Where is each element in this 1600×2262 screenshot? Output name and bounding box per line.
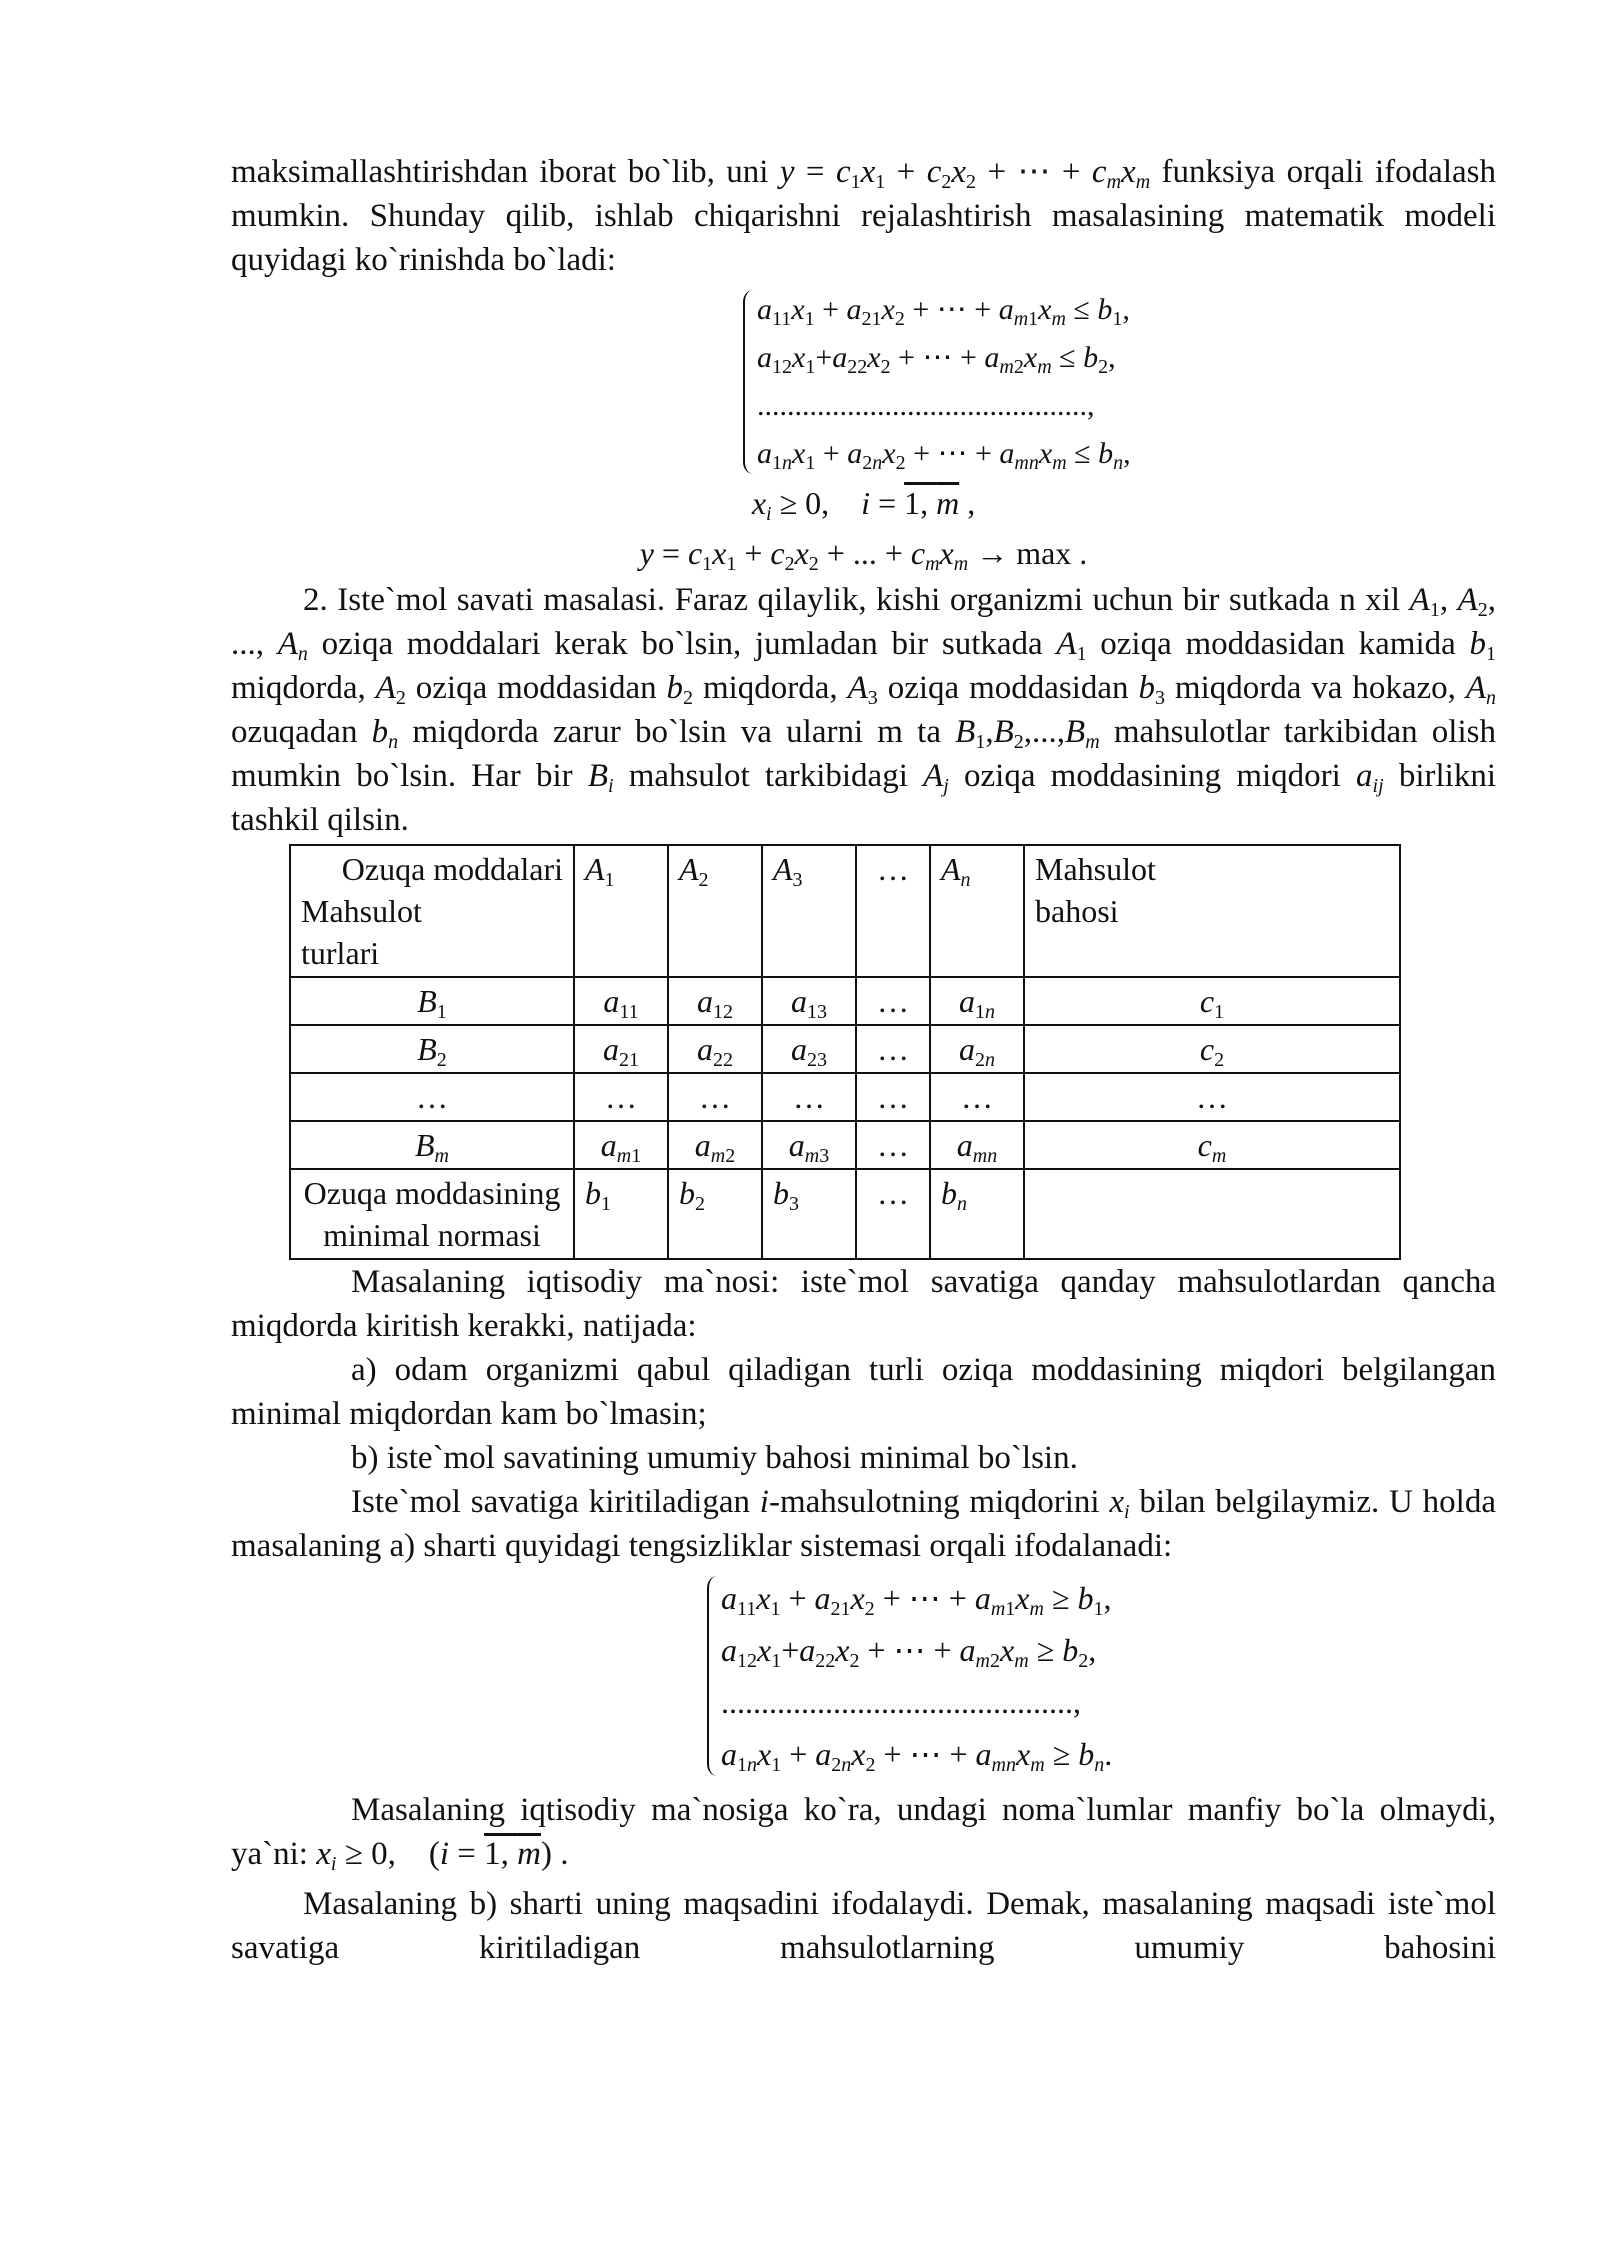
- table-cell: $B_2$: [290, 1025, 574, 1073]
- table-header-cell: $A_3$: [762, 845, 856, 977]
- table-cell: …: [856, 1073, 930, 1121]
- table-cell: $c_1$: [1024, 977, 1400, 1025]
- table-cell: $a_{12}$: [668, 977, 762, 1025]
- formula-dots: ............................................,: [721, 1684, 1081, 1720]
- table-row: [290, 1025, 1400, 1073]
- text: oziqa moddasidan: [405, 670, 667, 706]
- table-cell: $B_1$: [290, 977, 574, 1025]
- list-item-a: a) odam organizmi qabul qiladigan turli oziqa moddasining miqdori belgilangan minimal miqdordan kam bo`lmasin;: [231, 1352, 1496, 1432]
- table-cell: $B_m$: [290, 1121, 574, 1169]
- table-cell: [1024, 1169, 1400, 1259]
- table-cell: …: [290, 1073, 574, 1121]
- text: Masalaning iqtisodiy ma`nosiga ko`ra, undagi noma`lumlar manfiy bo`la olmaydi, ya`ni:: [231, 1792, 1496, 1872]
- table-cell: $a_{21}$: [574, 1025, 668, 1073]
- constraint-system-2: [707, 1572, 1496, 1780]
- text: maksimallashtirishdan iborat bo`lib, uni: [231, 154, 780, 190]
- formula-row: $a_{12}x_1+a_{22}x_2$ + ⋯ + $a_{m2}x_m \le b_2$,: [757, 341, 1116, 378]
- table-cell: [290, 1169, 574, 1259]
- formula-dots: ............................................,: [757, 389, 1095, 422]
- table-cell: $b_3$: [762, 1169, 856, 1259]
- paragraph-variables: Iste`mol savatiga kiritiladigan i-mahsulotning miqdorini $x_i$ bilan belgilaymiz. U holda masalaning a) sharti quyidagi tengsizliklar sistemasi orqali ifodalanadi:: [231, 1484, 1496, 1564]
- table-cell: $a_{23}$: [762, 1025, 856, 1073]
- text: mahsulot tarkibidagi: [613, 758, 924, 794]
- row-label: Ozuqa moddasining: [303, 1175, 561, 1211]
- table-cell: $a_{m1}$: [574, 1121, 668, 1169]
- table-cell: $a_{1n}$: [930, 977, 1024, 1025]
- text: oziqa moddalari kerak bo`lsin, jumladan bir sutkada: [307, 626, 1057, 662]
- table-cell: $b_1$: [574, 1169, 668, 1259]
- table-cell: $a_{11}$: [574, 977, 668, 1025]
- text: funksiya orqali ifodalash mumkin. Shunday qilib, ishlab chiqarishni rejalashtirish masalasining matematik modeli quyidagi ko`rinishda bo`ladi:: [231, 154, 1496, 278]
- constraint-system-1: [743, 286, 1496, 478]
- formula-row: $a_{11}x_1 + a_{21}x_2$ + ⋯ + $a_{m1}x_m \ge b_1$,: [721, 1580, 1112, 1620]
- text: miqdorda,: [693, 670, 848, 706]
- table-cell: $b_n$: [930, 1169, 1024, 1259]
- table-cell: $c_m$: [1024, 1121, 1400, 1169]
- paragraph-intro: maksimallashtirishdan iborat bo`lib, uni $y = c_1x_1 + c_2x_2$ + ⋯ + $c_mx_m$ funksiya orqali ifodalash mumkin. Shunday qilib, ishlab chiqarishni rejalashtirish masalasining matematik modeli quyidagi ko`rinishda bo`ladi:: [231, 154, 1496, 278]
- paragraph-meaning: Masalaning iqtisodiy ma`nosi: iste`mol savatiga qanday mahsulotlardan qancha miqdorda kiritish kerakki, natijada:: [231, 1264, 1496, 1344]
- nutrient-table: [289, 844, 1401, 1260]
- header-label: bahosi: [1035, 893, 1119, 929]
- table-cell: $a_{mn}$: [930, 1121, 1024, 1169]
- table-cell: $a_{2n}$: [930, 1025, 1024, 1073]
- text: miqdorda zarur bo`lsin va ularni m ta: [398, 714, 956, 750]
- table-cell: …: [930, 1073, 1024, 1121]
- table-cell: …: [856, 1025, 930, 1073]
- text: oziqa moddasidan: [877, 670, 1139, 706]
- left-brace: [743, 290, 757, 474]
- objective-function: $y = c_1x_1 + c_2x_2$ + ... + $c_mx_m \to \max$ .: [639, 535, 1088, 575]
- table-header-cell: [1024, 845, 1400, 977]
- table-corner-cell: [290, 845, 574, 977]
- table-row: [290, 1169, 1400, 1259]
- formula-row: $a_{1n}x_1 + a_{2n}x_2$ + ⋯ + $a_{mn}x_m \le b_n$,: [757, 437, 1131, 474]
- nonnegativity-condition: $x_i \ge 0$, i = 1, m ,: [751, 485, 976, 525]
- table-header-cell: $A_1$: [574, 845, 668, 977]
- header-label: Mahsulot: [1035, 851, 1156, 887]
- formula-row: $a_{12}x_1+a_{22}x_2$ + ⋯ + $a_{m2}x_m \ge b_2$,: [721, 1632, 1097, 1672]
- text: Iste`mol savatiga kiritiladigan: [351, 1484, 760, 1520]
- table-row: [290, 1121, 1400, 1169]
- table-header-cell: $A_n$: [930, 845, 1024, 977]
- table-cell: $a_{m2}$: [668, 1121, 762, 1169]
- text: -mahsulotning miqdorini: [768, 1484, 1110, 1520]
- paragraph-nonnegativity: Masalaning iqtisodiy ma`nosiga ko`ra, undagi noma`lumlar manfiy bo`la olmaydi, ya`ni: $x_i \ge 0$, (i = 1, m) .: [231, 1792, 1496, 1875]
- document-page: [231, 150, 1496, 1970]
- text: mahsulotlar tarkibidan olish mumkin bo`lsin. Har bir: [231, 714, 1496, 794]
- table-row: [290, 977, 1400, 1025]
- header-label: Mahsulot: [301, 893, 422, 929]
- text: oziqa moddasining miqdori: [948, 758, 1357, 794]
- table-cell: …: [668, 1073, 762, 1121]
- row-label: minimal normasi: [323, 1217, 541, 1253]
- paragraph-objective: Masalaning b) sharti uning maqsadini ifodalaydi. Demak, masalaning maqsadi iste`mol savatiga kiritiladigan mahsulotlarning umumiy bahosini: [231, 1886, 1496, 1966]
- text: birlikni tashkil qilsin.: [231, 758, 1497, 838]
- table-cell: $a_{m3}$: [762, 1121, 856, 1169]
- table-cell: …: [856, 1121, 930, 1169]
- header-label: Ozuqa moddalari: [341, 851, 563, 887]
- table-header-cell: …: [856, 845, 930, 977]
- table-cell: …: [856, 977, 930, 1025]
- table-header-row: [290, 845, 1400, 977]
- text: miqdorda va hokazo,: [1164, 670, 1466, 706]
- table-cell: …: [1024, 1073, 1400, 1121]
- left-brace: [707, 1576, 721, 1776]
- text: 2. Iste`mol savati masalasi. Faraz qilaylik, kishi organizmi uchun bir sutkada n xil: [303, 582, 1410, 618]
- table-header-cell: $A_2$: [668, 845, 762, 977]
- text: bilan belgilaymiz. U holda masalaning a) sharti quyidagi tengsizliklar sistemasi orqali ifodalanadi:: [231, 1484, 1496, 1564]
- header-label: turlari: [301, 935, 380, 971]
- list-item-b: b) iste`mol savatining umumiy bahosi minimal bo`lsin.: [351, 1440, 1078, 1476]
- table-cell: …: [856, 1169, 930, 1259]
- table-row: [290, 1073, 1400, 1121]
- formula-row: $a_{11}x_1 + a_{21}x_2$ + ⋯ + $a_{m1}x_m \le b_1$,: [757, 293, 1130, 330]
- table-cell: $b_2$: [668, 1169, 762, 1259]
- text: ozuqadan: [231, 714, 372, 750]
- text: oziqa moddasidan kamida: [1086, 626, 1470, 662]
- formula-row: $a_{1n}x_1 + a_{2n}x_2$ + ⋯ + $a_{mn}x_m \ge b_n$.: [721, 1736, 1113, 1776]
- table-cell: …: [762, 1073, 856, 1121]
- table-cell: $a_{22}$: [668, 1025, 762, 1073]
- paragraph-diet-problem: 2. Iste`mol savati masalasi. Faraz qilaylik, kishi organizmi uchun bir sutkada n xil $A_1$, $A_2$, ..., $A_n$ oziqa moddalari kerak bo`lsin, jumladan bir sutkada $A_1$ oziqa moddasidan kamida $b_1$ miqdorda, $A_2$ oziqa moddasidan $b_2$ miqdorda, $A_3$ oziqa moddasidan $b_3$ miqdorda va hokazo, $A_n$ ozuqadan $b_n$ miqdorda zarur bo`lsin va ularni m ta $B_1,B_2,...,B_m$ mahsulotlar tarkibidan olish mumkin bo`lsin. Har bir $B_i$ mahsulot tarkibidagi $A_j$ oziqa moddasining miqdori $a_{ij}$ birlikni tashkil qilsin.: [231, 582, 1497, 838]
- table-cell: $a_{13}$: [762, 977, 856, 1025]
- table-cell: …: [574, 1073, 668, 1121]
- text: miqdorda,: [231, 670, 376, 706]
- table-cell: $c_2$: [1024, 1025, 1400, 1073]
